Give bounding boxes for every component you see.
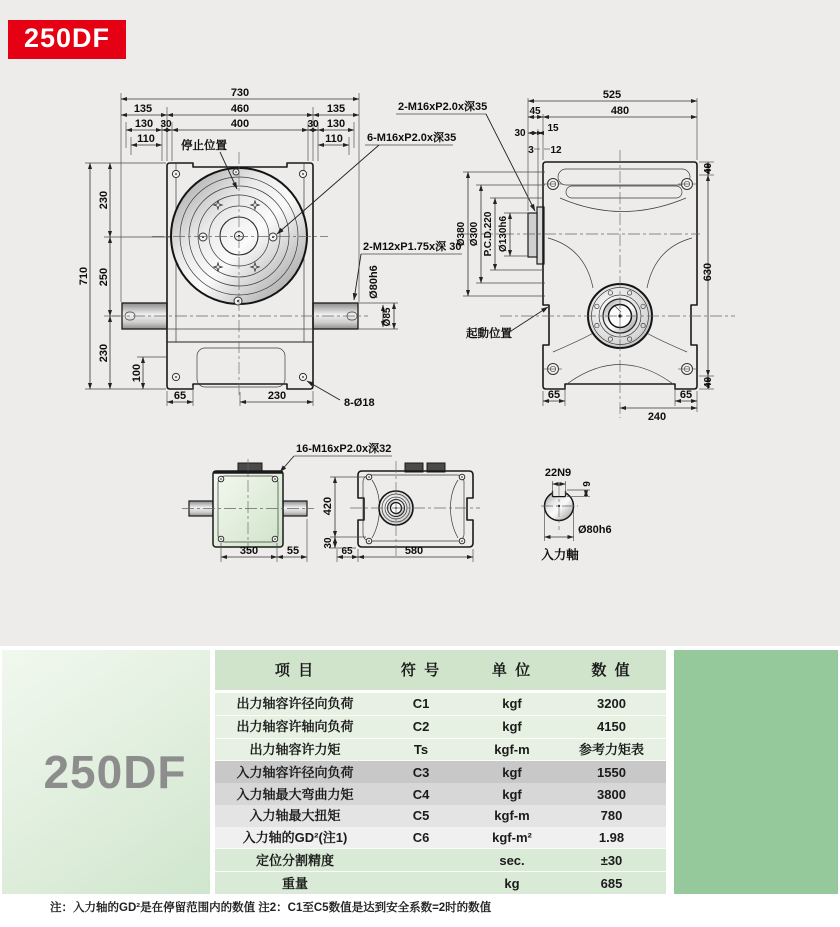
bottom-view-drawing [322, 461, 480, 562]
table-row [215, 827, 666, 849]
dim-230-base: 230 [267, 390, 287, 402]
dim-30-right: 30 [307, 119, 319, 130]
dim-boss-dia: Ø85 [382, 307, 393, 327]
table-row [215, 693, 666, 716]
header-value: 数 值 [591, 661, 632, 679]
dim-630: 630 [702, 262, 714, 282]
footnote: 注：入力轴的GD²是在停留范围内的数值 注2：C1至C5数值是达到安全系数=2时的数值 [50, 902, 492, 914]
start-position-label: 起動位置 [466, 328, 512, 340]
dim-710: 710 [78, 266, 90, 286]
spec-table [215, 650, 666, 894]
input-flange [528, 213, 537, 257]
dim-12: 12 [550, 145, 562, 156]
dim-15: 15 [547, 123, 559, 134]
dim-30-base: 30 [323, 537, 334, 549]
cell-symbol: C6 [412, 830, 430, 846]
dim-135-right: 135 [326, 103, 346, 115]
cell-item: 出力轴容许径向负荷 [236, 696, 354, 712]
cell-symbol: C5 [412, 808, 430, 824]
cell-value: 780 [600, 808, 623, 824]
dim-overall-width: 730 [230, 87, 250, 99]
callout-16-m16: 16-M16xP2.0x深32 [296, 443, 392, 455]
cell-item: 入力轴最大扭矩 [249, 808, 341, 824]
dim-65-foot: 65 [173, 390, 187, 402]
green-accent-block [674, 650, 838, 894]
model-badge-text: 250DF [24, 23, 111, 53]
dim-400: 400 [230, 118, 250, 130]
cell-unit: kgf [502, 786, 522, 802]
base-recess [197, 348, 285, 387]
cell-unit: kgf [502, 764, 522, 780]
cell-symbol: C4 [412, 786, 430, 802]
callout-2-m12: 2-M12xP1.75x深 30 [363, 241, 462, 253]
cell-symbol: C2 [412, 719, 430, 735]
dim-dia-300: Ø300 [469, 221, 480, 247]
dim-key-width: 22N9 [544, 467, 572, 479]
cell-item: 出力轴容许力矩 [249, 741, 341, 757]
dim-55: 55 [286, 545, 300, 557]
side-view-drawing [456, 89, 735, 423]
dim-130-left: 130 [134, 118, 154, 130]
dim-dia-130h6: Ø130h6 [498, 215, 509, 253]
dim-input-dia: Ø80h6 [578, 524, 612, 536]
model-box [2, 650, 210, 894]
dim-shaft-dia: Ø80h6 [368, 265, 380, 299]
dim-135-left: 135 [133, 103, 153, 115]
cell-value: 参考力矩表 [578, 741, 644, 757]
dim-3: 3 [528, 145, 534, 156]
cell-item: 入力轴最大弯曲力矩 [236, 786, 354, 802]
dim-dia-380: Ø380 [456, 221, 467, 247]
input-shaft-detail [541, 467, 612, 562]
dim-350: 350 [239, 545, 259, 557]
table-row [215, 761, 666, 783]
cell-item: 入力轴的GD²(注1) [242, 830, 348, 846]
dim-40-bottom: 40 [703, 376, 714, 389]
header-item: 项 目 [274, 661, 316, 679]
table-row [215, 783, 666, 805]
cell-item: 定位分割精度 [255, 852, 334, 868]
stop-position-label: 停止位置 [181, 140, 227, 152]
cell-item: 重量 [281, 875, 308, 891]
dim-45: 45 [529, 106, 541, 117]
cell-unit: kgf [502, 719, 522, 735]
dim-130-right: 130 [326, 118, 346, 130]
cell-value: 4150 [597, 719, 626, 735]
dim-pcd-220: P.C.D.220 [483, 211, 494, 257]
dim-480: 480 [610, 105, 630, 117]
cell-value: 1550 [597, 764, 626, 780]
table-row [215, 871, 666, 894]
dim-100: 100 [131, 363, 143, 383]
cell-unit: kgf-m [494, 808, 530, 824]
front-view-drawing [78, 87, 535, 409]
model-badge [8, 20, 126, 59]
dim-580: 580 [404, 545, 424, 557]
callout-2-m16: 2-M16xP2.0x深35 [398, 101, 488, 113]
table-row [215, 848, 666, 871]
dim-30-left: 30 [160, 119, 172, 130]
table-row [215, 739, 666, 762]
side-right-dimensions [699, 162, 714, 389]
header-unit: 单 位 [491, 661, 533, 679]
dim-110-right: 110 [325, 133, 343, 145]
dim-250: 250 [98, 267, 110, 287]
callout-8-holes: 8-Ø18 [344, 397, 375, 409]
cell-value: 3800 [597, 786, 626, 802]
cell-unit: kg [504, 875, 520, 891]
dim-110-left: 110 [137, 133, 155, 145]
dim-240: 240 [647, 411, 667, 423]
cell-value: 3200 [597, 696, 626, 712]
dim-65-right: 65 [679, 389, 693, 401]
cell-symbol: C1 [412, 696, 430, 712]
dim-460: 460 [230, 103, 250, 115]
dim-40-top: 40 [703, 162, 714, 175]
header-symbol: 符 号 [400, 661, 442, 679]
dim-525: 525 [602, 89, 622, 101]
cell-value: 1.98 [598, 830, 625, 846]
dim-30-flange: 30 [514, 128, 526, 139]
cell-unit: sec. [499, 852, 525, 868]
spec-table-header [215, 650, 666, 693]
cell-value: ±30 [600, 852, 623, 868]
front-right-callouts [277, 100, 535, 329]
cell-item: 出力轴容许轴向负荷 [236, 719, 354, 735]
side-top-dimensions [514, 89, 697, 211]
dim-230-bottom: 230 [98, 343, 110, 363]
cell-unit: kgf-m² [492, 830, 532, 846]
cell-unit: kgf-m [494, 741, 530, 757]
model-name: 250DF [43, 746, 187, 798]
cell-symbol: C3 [412, 764, 430, 780]
input-shaft-label: 入力軸 [541, 548, 579, 562]
dim-65-base: 65 [341, 546, 353, 557]
cell-value: 685 [600, 875, 623, 891]
base-plate [358, 471, 473, 547]
cell-item: 入力轴容许径向负荷 [236, 764, 354, 780]
dim-230-top: 230 [98, 190, 110, 210]
bottom-side-view-drawing [182, 442, 392, 562]
table-row [215, 716, 666, 739]
front-bottom-dimensions [167, 381, 375, 409]
dim-420: 420 [322, 496, 334, 516]
dim-key-depth: 9 [582, 481, 593, 487]
spec-panel [2, 650, 838, 894]
dim-65-left: 65 [547, 389, 561, 401]
cell-unit: kgf [502, 696, 522, 712]
front-left-dimensions [78, 163, 170, 389]
table-row [215, 805, 666, 827]
callout-6-m16: 6-M16xP2.0x深35 [367, 132, 457, 144]
cell-symbol: Ts [413, 741, 429, 757]
